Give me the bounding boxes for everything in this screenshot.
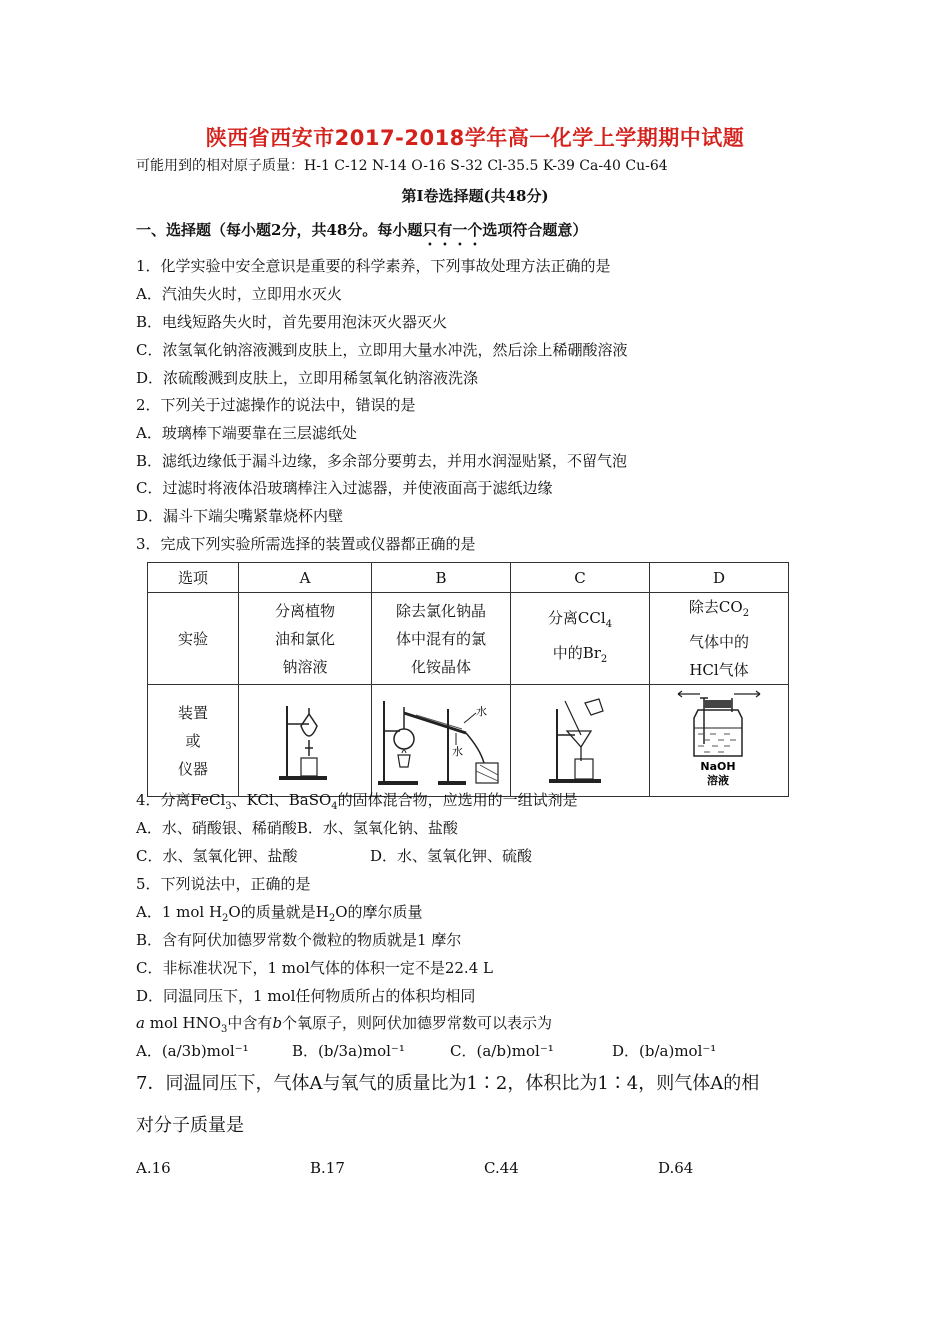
q7-option-a: A.16: [136, 1159, 171, 1177]
q6-var-a: a: [136, 1014, 145, 1032]
header-cell: 选项: [148, 563, 239, 593]
q5-stem: 5．下列说法中，正确的是: [136, 875, 311, 893]
exp-b-line: 化铵晶体: [410, 657, 471, 676]
part-suffix: 选项符合题意）: [482, 221, 588, 239]
exp-d-line: HCl气体: [689, 661, 749, 679]
apparatus-b: [372, 685, 511, 797]
table-header-row: [148, 563, 789, 593]
q4-text: 的固体混合物，应选用的一组试剂是: [337, 791, 578, 809]
row-label-line: 装置: [177, 703, 208, 722]
q6-option-a: A．(a/3b)mol⁻¹: [136, 1042, 249, 1060]
q2-option-b: B．滤纸边缘低于漏斗边缘，多余部分要剪去，并用水润湿贴紧，不留气泡: [136, 452, 628, 470]
q6-option-b: B．(b/3a)mol⁻¹: [292, 1042, 405, 1060]
q7-option-b: B.17: [310, 1159, 345, 1177]
q7-option-d: D.64: [658, 1159, 694, 1177]
exp-cell-c: [511, 593, 650, 685]
apparatus-c: [511, 685, 650, 797]
row-label-line: 仪器: [177, 759, 208, 778]
q1-stem: 1．化学实验中安全意识是重要的科学素养，下列事故处理方法正确的是: [136, 257, 611, 275]
q1-option-a: A．汽油失火时，立即用水灭火: [136, 285, 342, 303]
exp-c-line: [511, 639, 649, 674]
q4-option-c: C．水、氢氧化钾、盐酸: [136, 847, 298, 865]
q6-stem: [136, 1013, 552, 1040]
exp-b-line: 体中混有的氯: [395, 629, 486, 648]
q1-option-d: D．浓硫酸溅到皮肤上，立即用稀氢氧化钠溶液洗涤: [136, 369, 479, 387]
exp-d-text: 除去CO: [688, 598, 743, 616]
exp-c-sub: 2: [600, 653, 608, 665]
q4-option-ab: A．水、硝酸银、稀硝酸B．水、氢氧化钠、盐酸: [136, 819, 458, 837]
apparatus-a: [239, 685, 372, 797]
exp-c-line: [511, 604, 649, 639]
q4-sub: 4: [331, 801, 338, 812]
exp-c-text: 分离CCl: [547, 608, 606, 627]
q5-a-text: O的摩尔质量: [335, 903, 423, 921]
header-cell: B: [372, 563, 511, 593]
exp-a-line: 油和氯化: [274, 629, 335, 648]
table-row-experiment: [148, 593, 789, 685]
part-instructions: [136, 220, 587, 249]
exp-a-line: 分离植物: [274, 601, 335, 620]
q5-option-c: C．非标准状况下，1 mol气体的体积一定不是22.4 L: [136, 959, 493, 977]
naoh-label: NaOH: [700, 759, 736, 773]
q6-sub: 3: [221, 1024, 228, 1035]
q7-option-c: C.44: [484, 1159, 519, 1177]
q5-a-sub: 2: [328, 913, 336, 924]
apparatus-d: [650, 685, 789, 797]
exp-d-sub: 2: [742, 608, 750, 619]
q4-option-d: D．水、氢氧化钾、硫酸: [370, 847, 533, 865]
exp-c-sub: 4: [605, 618, 613, 630]
q7-stem-line2: 对分子质量是: [136, 1115, 244, 1136]
q5-a-sub: 2: [222, 913, 229, 924]
water-label: 水: [476, 704, 487, 718]
atomic-masses: 可能用到的相对原子质量：H-1 C-12 N-14 O-16 S-32 Cl-35.5 K-39 Ca-40 Cu-64: [136, 158, 668, 174]
exp-b-line: 除去氯化钠晶: [395, 601, 486, 620]
exp-c-text: 中的Br: [552, 643, 601, 662]
filtration-diagram: [545, 695, 615, 787]
exp-cell-d: [650, 593, 789, 685]
row-label: 实验: [148, 593, 239, 685]
header-cell: A: [239, 563, 372, 593]
q2-option-c: C．过滤时将液体沿玻璃棒注入过滤器，并使液面高于滤纸边缘: [136, 479, 553, 497]
q1-option-b: B．电线短路失火时，首先要用泡沫灭火器灭火: [136, 313, 448, 331]
row-label-line: 或: [185, 731, 201, 750]
q6-text: 中含有: [227, 1014, 273, 1032]
q6-option-d: D．(b/a)mol⁻¹: [612, 1042, 717, 1060]
header-cell: C: [511, 563, 650, 593]
q5-option-b: B．含有阿伏加德罗常数个微粒的物质就是1 摩尔: [136, 931, 462, 949]
exp-d-line: 气体中的: [688, 633, 749, 651]
exp-cell-a: [239, 593, 372, 685]
section-title: 第Ⅰ卷选择题(共48分): [401, 187, 549, 205]
q6-var-b: b: [272, 1014, 283, 1032]
q5-option-a: [136, 902, 423, 929]
q2-stem: 2．下列关于过滤操作的说法中，错误的是: [136, 396, 416, 414]
q2-option-a: A．玻璃棒下端要靠在三层滤纸处: [136, 424, 357, 442]
q5-option-d: D．同温同压下，1 mol任何物质所占的体积均相同: [136, 987, 476, 1005]
q2-option-d: D．漏斗下端尖嘴紧靠烧杯内壁: [136, 507, 344, 525]
q4-text: 4．分离FeCl: [136, 791, 226, 809]
row-label: [148, 685, 239, 797]
q4-text: 、KCl、BaSO: [231, 791, 332, 809]
separatory-funnel-diagram: [275, 696, 335, 786]
q7-stem-line1: 7．同温同压下，气体A与氧气的质量比为1∶2，体积比为1∶4，则气体A的相: [136, 1073, 760, 1094]
part-emphasis: 只有一个: [422, 221, 483, 239]
header-cell: D: [650, 563, 789, 593]
q5-a-text: A．1 mol H: [136, 903, 223, 921]
q5-a-text: O的质量就是H: [228, 903, 329, 921]
q6-option-c: C．(a/b)mol⁻¹: [450, 1042, 554, 1060]
q6-text: mol HNO: [144, 1014, 222, 1032]
q6-text: 个氧原子，则阿伏加德罗常数可以表示为: [282, 1014, 553, 1032]
water-label: 水: [452, 744, 463, 758]
gas-washing-bottle-diagram: [674, 688, 764, 794]
table-row-apparatus: [148, 685, 789, 797]
page-title: 陕西省西安市2017-2018学年高一化学上学期期中试题: [205, 126, 745, 150]
exp-cell-b: [372, 593, 511, 685]
exp-d-line: [650, 593, 788, 628]
apparatus-table: [147, 562, 789, 797]
q4-sub: 3: [225, 801, 232, 812]
exp-a-line: 钠溶液: [282, 657, 328, 676]
q4-stem: [136, 790, 578, 817]
distillation-diagram: [376, 693, 506, 789]
q1-option-c: C．浓氢氧化钠溶液溅到皮肤上，立即用大量水冲洗，然后涂上稀硼酸溶液: [136, 341, 628, 359]
q3-stem: 3．完成下列实验所需选择的装置或仪器都正确的是: [136, 535, 476, 553]
solution-label: 溶液: [707, 773, 729, 787]
part-prefix: 一、选择题（每小题2分，共48分。每小题: [136, 221, 423, 239]
